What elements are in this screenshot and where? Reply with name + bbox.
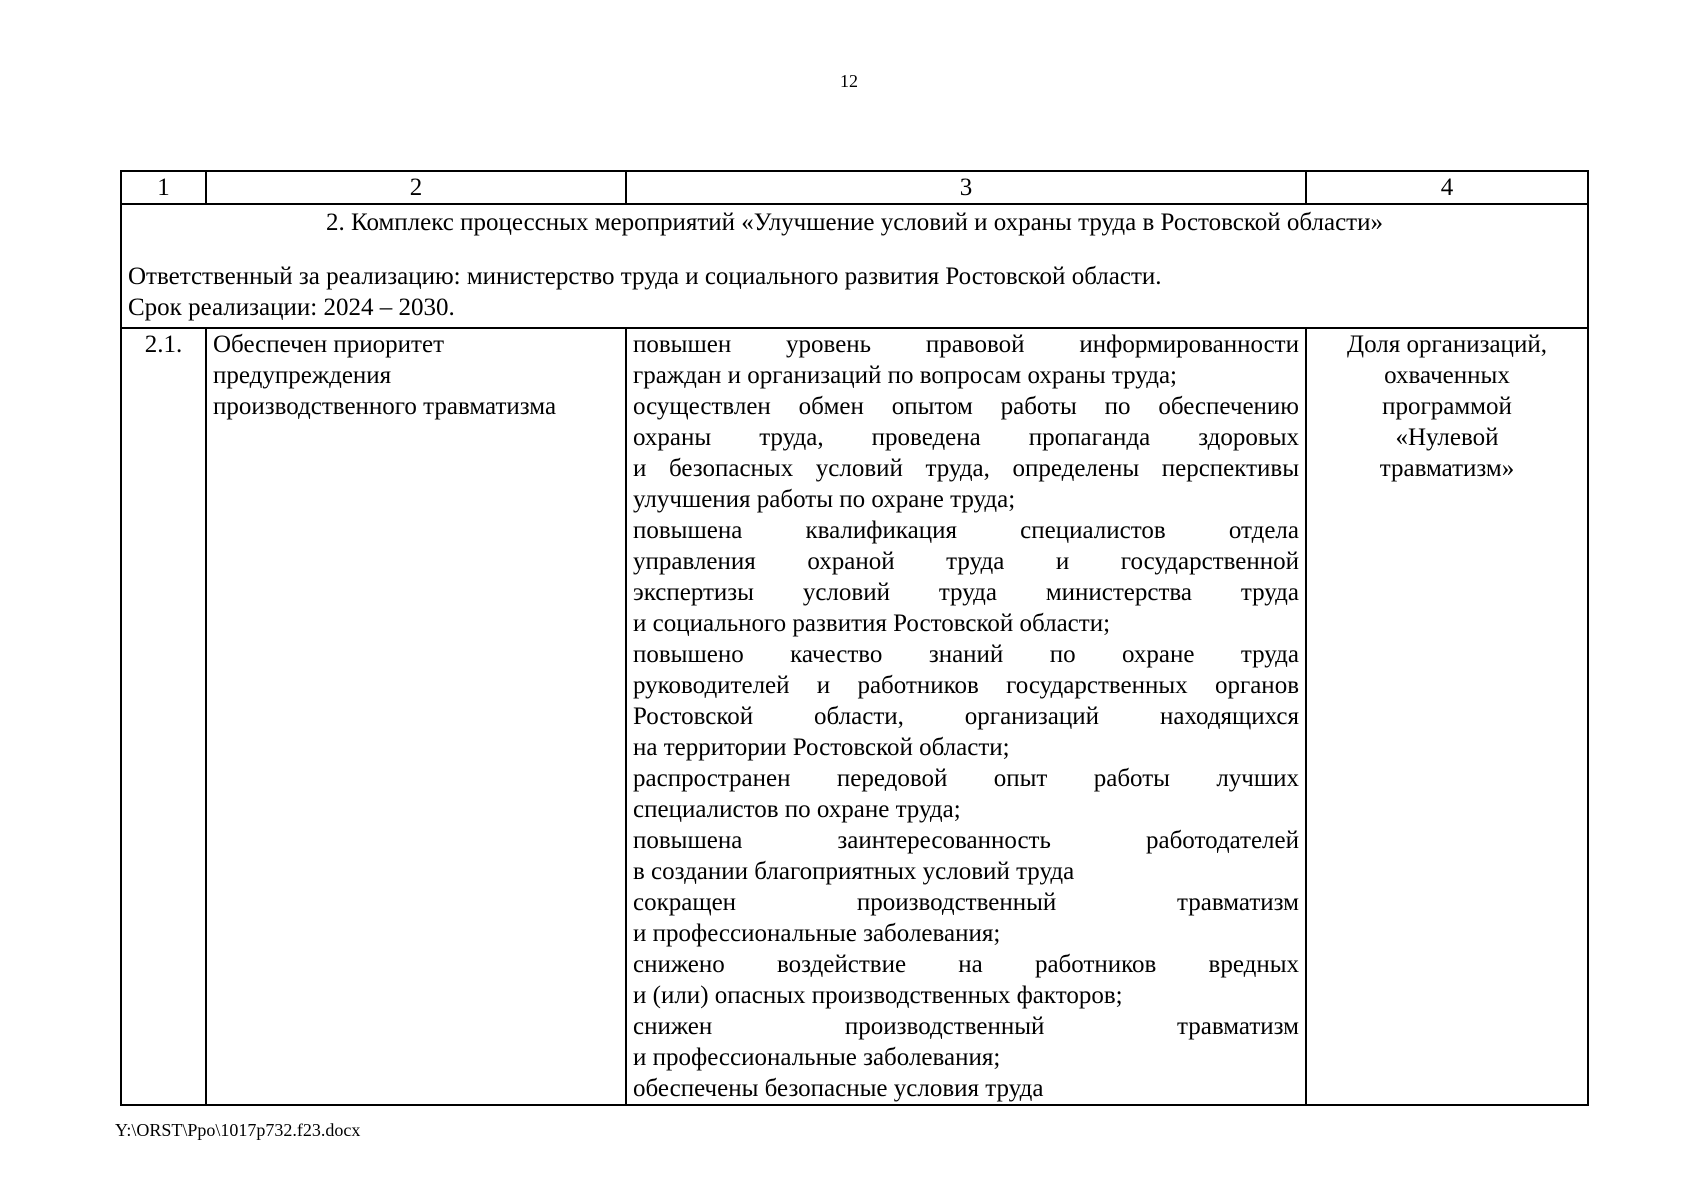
indicator-line: «Нулевой (1395, 424, 1499, 451)
task-line: Обеспечен приоритет (213, 331, 444, 358)
result-line: осуществлен обмен опытом работы по обеспечению (633, 393, 1299, 420)
result-line: улучшения работы по охране труда; (633, 486, 1016, 513)
column-number-3: 3 (626, 171, 1306, 204)
indicator-line: охваченных (1384, 362, 1510, 389)
table-row (121, 328, 1588, 1105)
task-line: производственного травматизма (213, 393, 557, 420)
result-paragraph (633, 887, 1299, 949)
result-paragraph (633, 391, 1299, 515)
result-line: снижено воздействие на работников вредных (633, 951, 1299, 978)
result-paragraph (633, 949, 1299, 1011)
section-responsible: Ответственный за реализацию: министерство труда и социального развития Ростовской области. (128, 263, 1162, 290)
result-line: распространен передовой опыт работы лучших (633, 765, 1299, 792)
result-line: повышено качество знаний по охране труда (633, 641, 1299, 668)
result-line: и социального развития Ростовской области; (633, 610, 1111, 637)
row-number: 2.1. (121, 328, 206, 1105)
result-line: Ростовской области, организаций находящихся (633, 703, 1299, 730)
activities-table (120, 170, 1589, 1106)
result-line: и безопасных условий труда, определены перспективы (633, 455, 1299, 482)
table-header-row (121, 171, 1588, 204)
result-line: управления охраной труда и государственной (633, 548, 1299, 575)
task-cell (206, 328, 626, 1105)
result-line: повышен уровень правовой информированности (633, 331, 1299, 358)
result-line: и профессиональные заболевания; (633, 1044, 1001, 1071)
result-line: снижен производственный травматизм (633, 1013, 1299, 1040)
result-line: обеспечены безопасные условия труда (633, 1075, 1044, 1102)
result-paragraph (633, 1011, 1299, 1073)
page-number: 12 (840, 71, 858, 91)
result-line: на территории Ростовской области; (633, 734, 1010, 761)
indicator-line: Доля организаций, (1347, 331, 1547, 358)
result-paragraph (633, 515, 1299, 639)
result-line: граждан и организаций по вопросам охраны труда; (633, 362, 1177, 389)
section-term: Срок реализации: 2024 – 2030. (128, 294, 455, 321)
result-line: в создании благоприятных условий труда (633, 858, 1075, 885)
result-paragraph (633, 825, 1299, 887)
result-line: сокращен производственный травматизм (633, 889, 1299, 916)
result-line: специалистов по охране труда; (633, 796, 961, 823)
indicator-line: травматизм» (1379, 455, 1515, 482)
result-line: руководителей и работников государственных органов (633, 672, 1299, 699)
task-line: предупреждения (213, 362, 392, 389)
file-path-footer: Y:\ORST\Ppo\1017p732.f23.docx (115, 1120, 361, 1140)
column-number-1: 1 (121, 171, 206, 204)
result-line: повышена заинтересованность работодателей (633, 827, 1299, 854)
result-line: экспертизы условий труда министерства труда (633, 579, 1299, 606)
result-line: повышена квалификация специалистов отдела (633, 517, 1299, 544)
result-paragraph (633, 639, 1299, 763)
column-number-2: 2 (206, 171, 626, 204)
result-line: и (или) опасных производственных факторов; (633, 982, 1123, 1009)
section-row (121, 204, 1588, 328)
section-title: 2. Комплекс процессных мероприятий «Улучшение условий и охраны труда в Ростовской области» (326, 209, 1383, 236)
result-line: охраны труда, проведена пропаганда здоровых (633, 424, 1299, 451)
result-paragraph (633, 329, 1299, 391)
result-paragraph (633, 1073, 1299, 1104)
section-cell (121, 204, 1588, 328)
result-line: и профессиональные заболевания; (633, 920, 1001, 947)
column-number-4: 4 (1306, 171, 1588, 204)
indicator-cell (1306, 328, 1588, 1105)
indicator-line: программой (1382, 393, 1512, 420)
results-cell (626, 328, 1306, 1105)
result-paragraph (633, 763, 1299, 825)
